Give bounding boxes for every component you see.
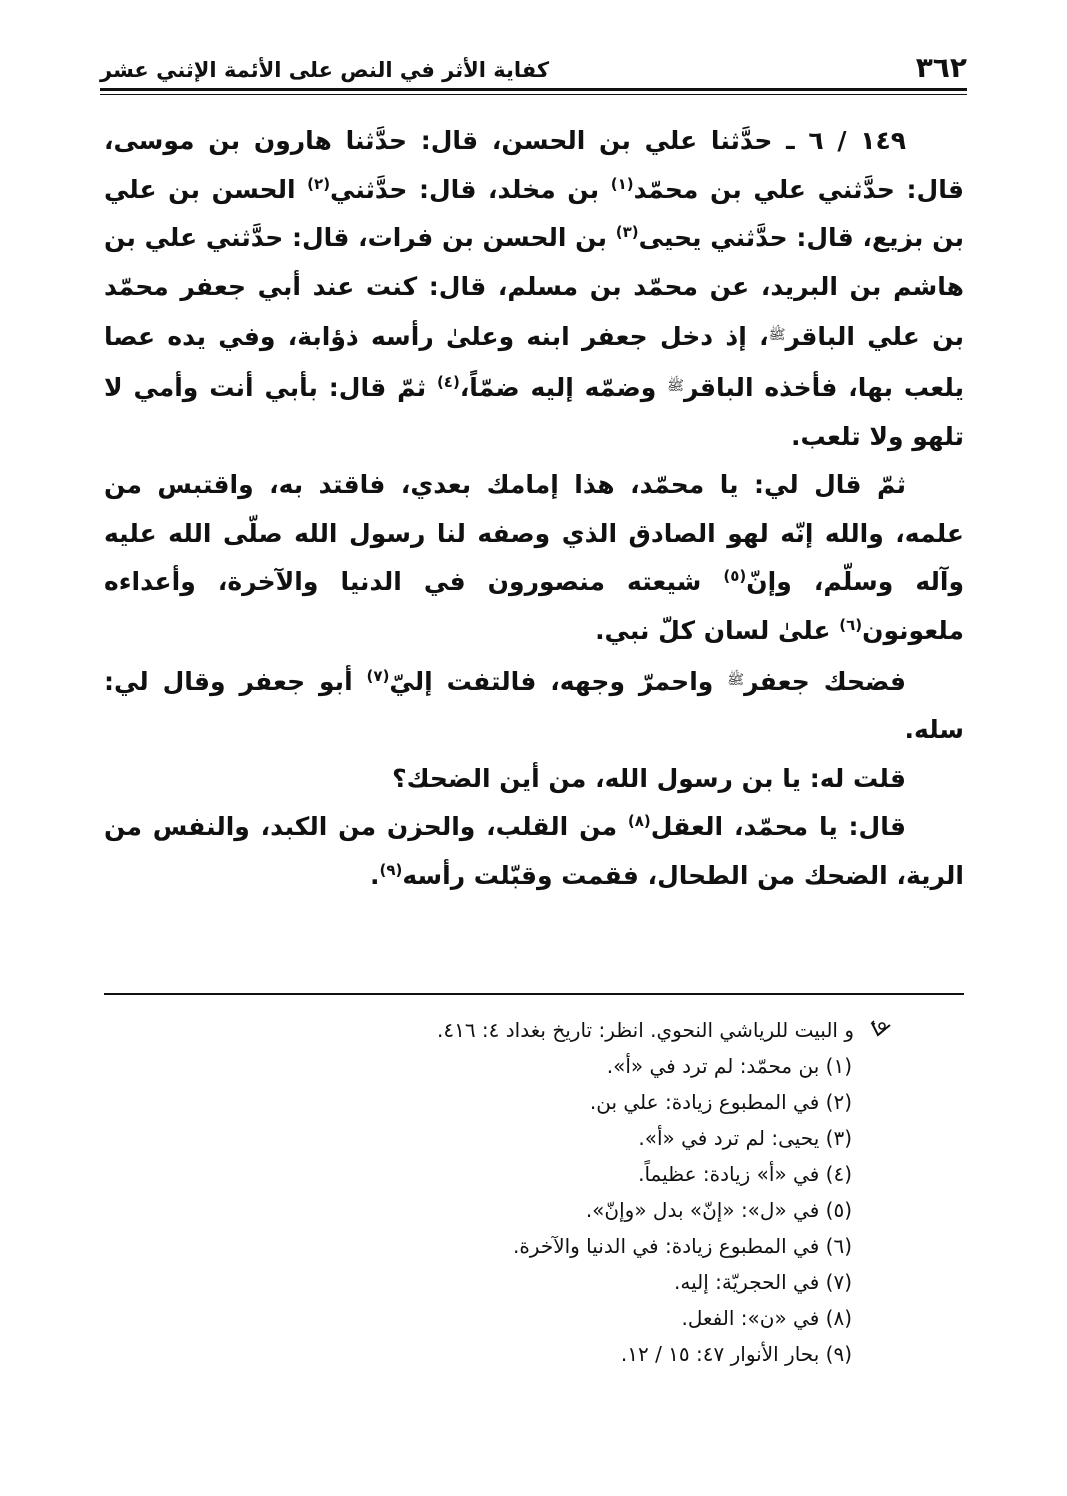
footnote-5: (٥) في «ل»: «إنّ» بدل «وإنّ». <box>585 1198 852 1222</box>
footnote-4: (٤) في «أ» زيادة: عظيماً. <box>638 1162 852 1186</box>
honorific-symbol: ﷺ <box>768 327 786 344</box>
footnote-ref-2[interactable]: (٢) <box>307 174 331 193</box>
paragraph-2: ثمّ قال لي: يا محمّد، هذا إمامك بعدي، فاقتد به، واقتبس من علمه، والله إنّه لهو الصادق الذي وصفه لنا رسول الله صلّى الله عليه وآله وسلّم، وإنّ$^{(٥)}$ شيعته منصورون في الدنيا والآخرة، وأعداءه ملعونون$^{(٦)}$ علىٰ لسان كلّ نبي. <box>104 470 964 645</box>
footnote-ref-1[interactable]: (١) <box>610 174 634 193</box>
page-number: ٣٦٢ <box>915 51 967 84</box>
footnote-9: (٩) بحار الأنوار ٤٧: ١٥ / ١٢. <box>620 1342 852 1366</box>
main-text <box>104 117 964 901</box>
footnote-ornament-icon <box>868 1017 894 1043</box>
running-header <box>100 44 967 88</box>
honorific-symbol: ﷺ <box>727 671 745 688</box>
paragraph-hadith: ١٤٩ / ٦ ـ حدَّثنا علي بن الحسن، قال: حدَّثنا هارون بن موسى، قال: حدَّثني علي بن محمّد$^{(١)}$ بن مخلد، قال: حدَّثني$^{(٢)}$ الحسن بن علي بن بزيع، قال: حدَّثني يحيى$^{(٣)}$ بن الحسن بن فرات، قال: حدَّثني علي بن هاشم بن البريد، عن محمّد بن مسلم، قال: كنت عند أبي جعفر محمّد بن علي الباقر$^ﷺ$، إذ دخل جعفر ابنه وعلىٰ رأسه ذؤابة، وفي يده عصا يلعب بها، فأخذه الباقر$^ﷺ$ وضمّه إليه ضمّاً،$^{(٤)}$ ثمّ قال: بأبي أنت وأمي لا تلهو ولا تلعب. <box>104 126 965 451</box>
honorific-symbol: ﷺ <box>667 377 685 394</box>
footnotes <box>104 1012 894 1372</box>
footnote-ref-3[interactable]: (٣) <box>615 223 639 242</box>
header-rule-thin <box>100 94 967 95</box>
running-title: كفاية الأثر في النص على الأئمة الإثني عشر <box>100 58 550 82</box>
header-rule-thick <box>100 88 967 91</box>
paragraph-4: قلت له: يا بن رسول الله، من أين الضحك؟ <box>392 763 906 793</box>
footnote-ref-7[interactable]: (٧) <box>366 666 390 685</box>
footnote-ref-9[interactable]: (٩) <box>379 860 403 879</box>
footnote-intro: و البيت للرياشي النحوي. انظر: تاريخ بغداد ٤: ٤١٦. <box>104 1012 894 1048</box>
footnote-3: (٣) يحيى: لم ترد في «أ». <box>638 1126 852 1150</box>
footnote-ref-6[interactable]: (٦) <box>839 615 863 634</box>
footnote-2: (٢) في المطبوع زيادة: علي بن. <box>589 1090 852 1114</box>
paragraph-3: فضحك جعفر$^ﷺ$ واحمرّ وجهه، فالتفت إليّ$^{(٧)}$ أبو جعفر وقال لي: سله. <box>104 666 964 745</box>
footnote-separator <box>104 993 964 995</box>
paragraph-5: قال: يا محمّد، العقل$^{(٨)}$ من القلب، والحزن من الكبد، والنفس من الرية، الضحك من الطحال، فقمت وقبّلت رأسه$^{(٩)}$. <box>104 812 964 890</box>
footnote-ref-5[interactable]: (٥) <box>723 567 747 586</box>
footnote-ref-4[interactable]: (٤) <box>436 372 460 391</box>
footnote-1: (١) بن محمّد: لم ترد في «أ». <box>606 1054 852 1078</box>
footnote-7: (٧) في الحجريّة: إليه. <box>674 1270 852 1294</box>
footnote-6: (٦) في المطبوع زيادة: في الدنيا والآخرة. <box>512 1234 852 1258</box>
footnote-ref-8[interactable]: (٨) <box>627 812 651 831</box>
footnote-8: (٨) في «ن»: الفعل. <box>681 1306 852 1330</box>
